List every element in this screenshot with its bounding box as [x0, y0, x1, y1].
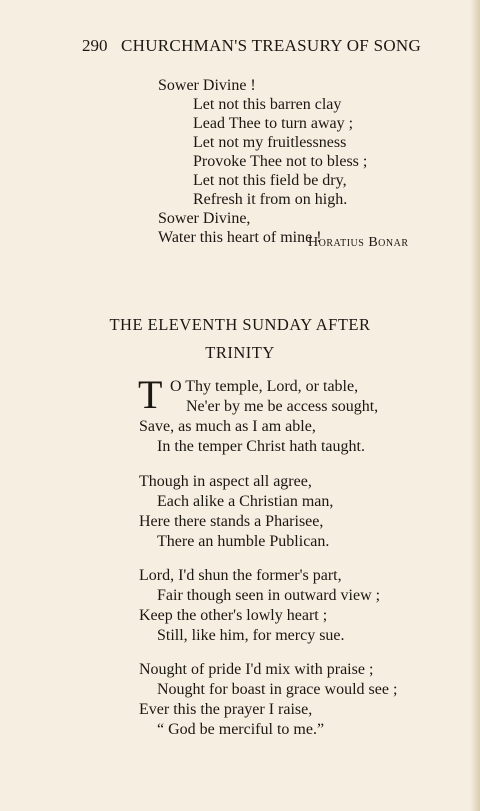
- page-edge: [470, 0, 480, 811]
- hymn-line: Though in aspect all agree,: [139, 473, 312, 490]
- poem-line: Sower Divine,: [158, 210, 251, 227]
- hymn-line: Keep the other's lowly heart ;: [139, 607, 328, 624]
- page-number: 290: [82, 36, 108, 55]
- hymn-line: Nought for boast in grace would see ;: [157, 681, 398, 698]
- poem-author: Horatius Bonar: [308, 235, 409, 250]
- hymn-line: Save, as much as I am able,: [139, 418, 316, 435]
- poem-line: Let not this barren clay: [193, 96, 342, 113]
- poem-line: Lead Thee to turn away ;: [193, 115, 354, 132]
- hymn-line: “ God be merciful to me.”: [157, 721, 325, 738]
- running-title: CHURCHMAN'S TREASURY OF SONG: [121, 36, 422, 55]
- poem-line: Refresh it from on high.: [193, 191, 348, 208]
- poem-line: Sower Divine !: [158, 77, 256, 94]
- hymn-line: Nought of pride I'd mix with praise ;: [139, 661, 374, 678]
- drop-cap: T: [138, 372, 163, 417]
- poem-line: Water this heart of mine !: [158, 229, 322, 246]
- hymn-line: Fair though seen in outward view ;: [157, 587, 381, 604]
- hymn-line: In the temper Christ hath taught.: [157, 438, 365, 455]
- hymn-line: Ever this the prayer I raise,: [139, 701, 313, 718]
- section-title-line2: TRINITY: [205, 343, 275, 362]
- hymn-line: Here there stands a Pharisee,: [139, 513, 324, 530]
- running-header: [82, 36, 462, 60]
- hymn-line: There an humble Publican.: [157, 533, 330, 550]
- poem-line: Let not this field be dry,: [193, 172, 347, 189]
- hymn-line: O Thy temple, Lord, or table,: [170, 378, 359, 395]
- poem-line: Provoke Thee not to bless ;: [193, 153, 368, 170]
- section-title-line1: THE ELEVENTH SUNDAY AFTER: [109, 315, 371, 334]
- hymn-line: Still, like him, for mercy sue.: [157, 627, 345, 644]
- hymn-line: Ne'er by me be access sought,: [186, 398, 379, 415]
- hymn-line: Lord, I'd shun the former's part,: [139, 567, 342, 584]
- hymn-line: Each alike a Christian man,: [157, 493, 334, 510]
- poem-line: Let not my fruitlessness: [193, 134, 347, 151]
